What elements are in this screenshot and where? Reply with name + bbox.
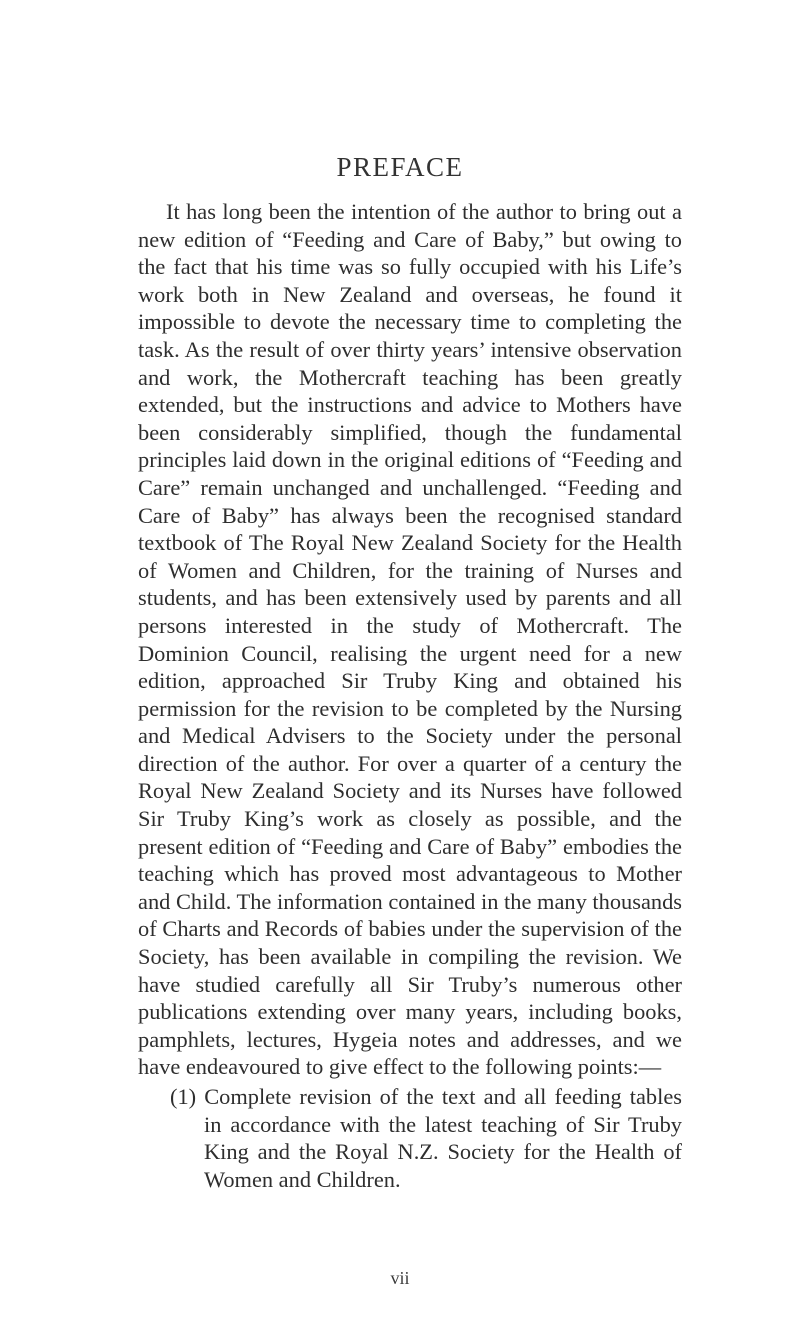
preface-paragraph: It has long been the intention of the author to bring out a new edition of “Feeding and Care of Baby,” but owing to the fact that his time was so fully occupied with his Life’s work both in New Zealand and overseas, he found it impossible to devote the necessary time to completing the task. As the result of over thirty years’ intensive observation and work, the Mothercraft teaching has been greatly extended, but the instructions and advice to Mothers have been considerably simplified, though the fundamental principles laid down in the original editions of “Feeding and Care” remain unchanged and unchallenged. “Feeding and Care of Baby” has always been the recognised standard textbook of The Royal New Zealand Society for the Health of Women and Children, for the training of Nurses and students, and has been extensively used by parents and all persons interested in the study of Mothercraft. The Dominion Council, realising the urgent need for a new edition, approached Sir Truby King and obtained his permission for the revision to be completed by the Nursing and Medical Advisers to the Society under the personal direction of the author. For over a quarter of a century the Royal New Zealand Society and its Nurses have followed Sir Truby King’s work as closely as possible, and the present edition of “Feeding and Care of Baby” embodies the teaching which has proved most advantageous to Mother and Child. The information contained in the many thousands of Charts and Records of babies under the supervision of the Society, has been available in compiling the revision. We have studied carefully all Sir Truby’s numerous other publications extending over many years, including books, pamphlets, lectures, Hygeia notes and addresses, and we have endeavoured to give effect to the following points:— xyxy=(138,199,682,1080)
page-number: vii xyxy=(390,1268,410,1288)
preface-list-item: (1) Complete revision of the text and all feeding tables in accordance with the latest teaching of Sir Truby King and the Royal N.Z. Society for the Health of Women and Children. xyxy=(170,1084,682,1192)
page-heading: PREFACE xyxy=(336,152,464,182)
preface-body xyxy=(138,198,682,1193)
